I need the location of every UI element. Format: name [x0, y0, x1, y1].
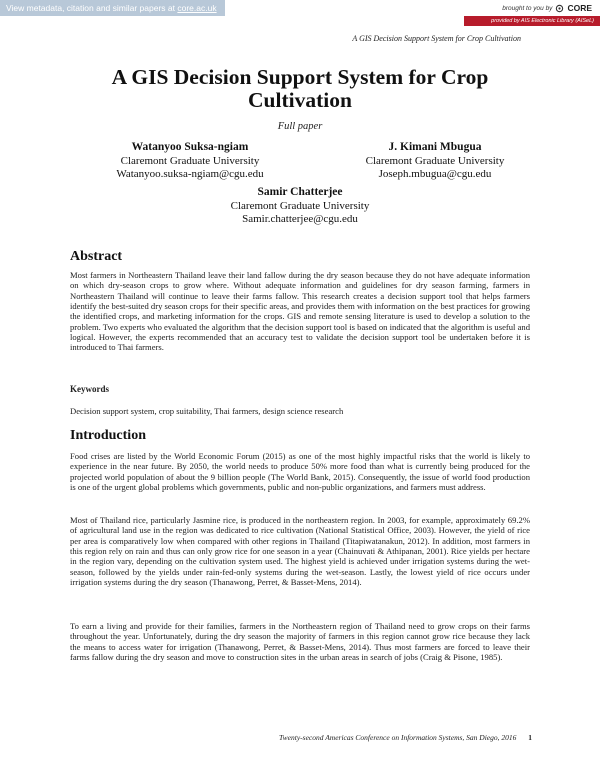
running-head: A GIS Decision Support System for Crop Cultivation [352, 34, 521, 43]
core-link-url[interactable]: core.ac.uk [177, 3, 217, 13]
introduction-paragraph: Food crises are listed by the World Economic Forum (2015) as one of the most highly impactful risks that the world is likely to experience in the near future. By 2050, the world needs to produce 50% more food than what is currently being produced for the projected world population of about the 9 billion people (The World Bank, 2015). Consequently, the issue of world food production is one of the urgent global problems which governments, public and non-public organizations, and farmers must address. [70, 451, 530, 493]
introduction-heading: Introduction [70, 428, 146, 443]
core-link-prefix: View metadata, citation and similar papers at [6, 3, 175, 13]
introduction-paragraph: To earn a living and provide for their families, farmers in the Northeastern region of Thailand need to grow crops on their farms throughout the year. Unfortunately, during the dry season the majority of farmers in this region cannot grow rice because they lack the means to access water for irrigation (Thanawong, Perret, & Basset-Mens, 2014). Thus most farmers are forced to leave their farms fallow during the dry season and move to construction sites in the urban areas in search of jobs (Craig & Pisone, 1985). [70, 621, 530, 663]
keywords-text: Decision support system, crop suitability, Thai farmers, design science research [70, 406, 344, 416]
author-name: Samir Chatterjee [257, 186, 343, 198]
page-footer [279, 733, 532, 742]
page-number: 1 [528, 733, 532, 742]
author-affiliation: Claremont Graduate University [365, 154, 505, 167]
author-email: Samir.chatterjee@cgu.edu [242, 213, 358, 225]
abstract-text: Most farmers in Northeastern Thailand leave their land fallow during the dry season because they do not have adequate information on which dry-season crops to grow where. Without adequate information and guidelines for dry season farming, farmers in Northeastern Thailand will continue to leave their farms fallow. This research creates a decision support tool that helps farmers identify the best-suited dry season crops for their specific areas, and provides them with information on the best practices for growing the identified crops, and marketing information for the crops. GIS and remote sensing literature is used to develop a solution to the problem. Two experts who evaluated the algorithm that the decision support tool is based on indicated that the algorithm is useful and logical. However, the experts recommended that an accuracy test to validate the decision support tool be undertaken before it is introduced to Thai farmers. [70, 270, 530, 353]
core-logo-icon [555, 4, 564, 13]
author-block [170, 186, 430, 227]
author-block [330, 141, 540, 182]
author-name: Watanyoo Suksa-ngiam [131, 141, 249, 153]
introduction-paragraph: Most of Thailand rice, particularly Jasmine rice, is produced in the northeastern region. In 2003, for example, approximately 69.2% of agricultural land use in the region was dedicated to rice cultivation (National Statistical Office, 2003). However, the yield of rice per area is comparatively low when compared with other regions in Thailand (Titapiwatanakun, 2012). In addition, most farmers in this region rely on rain and thus can only grow rice for one season in a year (Chainuvati & Athipanan, 2001). Rice yields per hectare in the region vary, depending on the cultivation system used. The highest yield is achieved under irrigation systems during the wet-season, followed by the yields under rain-fed-only systems during the wet-season. Lastly, the lowest yield of rice occurs under irrigation systems during the dry season (Thanawong, Perret, & Basset-Mens, 2014). [70, 515, 530, 588]
keywords-heading: Keywords [70, 384, 109, 394]
core-banner [0, 0, 600, 27]
author-name: J. Kimani Mbugua [388, 141, 482, 153]
brought-by-core[interactable] [502, 3, 592, 13]
author-block [70, 141, 310, 182]
core-metadata-link[interactable] [0, 0, 225, 16]
core-logo-text: CORE [567, 3, 592, 13]
brought-by-text: brought to you by [502, 4, 553, 12]
author-affiliation: Claremont Graduate University [120, 154, 260, 167]
paper-title: A GIS Decision Support System for Crop Cultivation [111, 65, 489, 112]
author-email: Watanyoo.suksa-ngiam@cgu.edu [116, 168, 264, 180]
author-email: Joseph.mbugua@cgu.edu [378, 168, 492, 180]
author-affiliation: Claremont Graduate University [230, 199, 370, 212]
abstract-heading: Abstract [70, 249, 123, 264]
provided-by-ribbon[interactable]: provided by AIS Electronic Library (AISeL) [464, 16, 600, 26]
paper-type: Full paper [277, 121, 323, 132]
footer-conference: Twenty-second Americas Conference on Information Systems, San Diego, 2016 [279, 733, 517, 742]
